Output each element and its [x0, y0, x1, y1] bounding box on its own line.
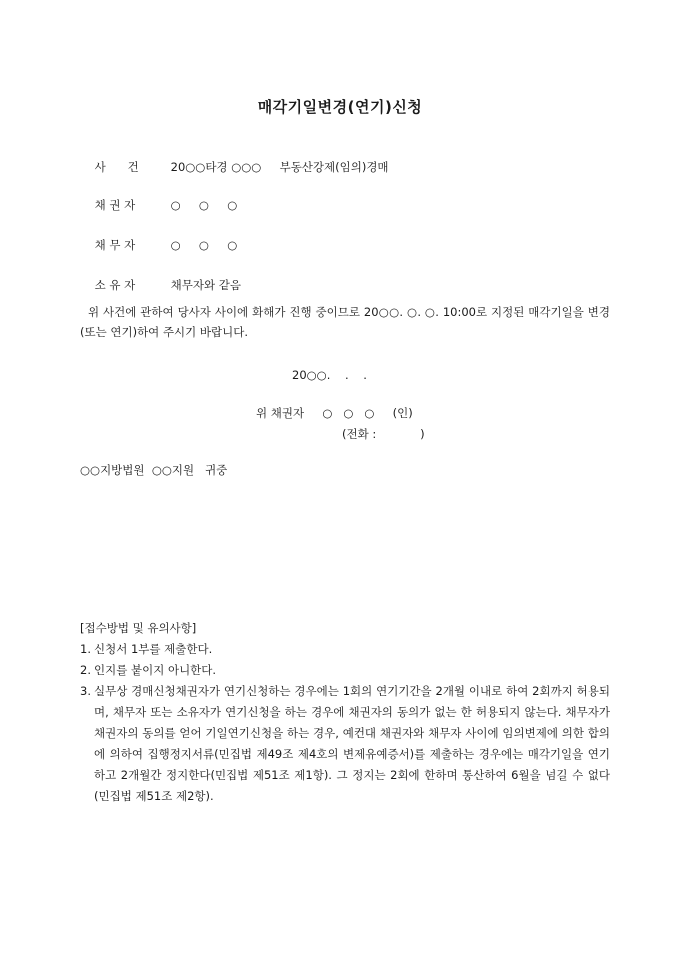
field-owner-value: 채무자와 같음 [170, 278, 241, 292]
list-item-number: 1. [80, 642, 91, 656]
field-case-value: 20○○타경 ○○○ 부동산강제(임의)경매 [170, 160, 389, 174]
notes-heading: [접수방법 및 유의사항] [80, 621, 197, 635]
field-owner-label: 소 유 자 [94, 278, 136, 292]
field-owner [80, 263, 241, 307]
field-debtor [80, 223, 237, 267]
request-body-text: 위 사건에 관하여 당사자 사이에 화해가 진행 중이므로 20○○. ○. ○. 10:00로 지정된 매각기일을 변경(또는 연기)하여 주시기 바랍니다. [80, 305, 610, 339]
date-line: 20○○. . . [292, 368, 367, 382]
notes-section [80, 618, 610, 807]
list-item-text: 실무상 경매신청채권자가 연기신청하는 경우에는 1회의 연기기간을 2개월 이내로 하여 2회까지 허용되며, 채무자 또는 소유자가 연기신청을 하는 경우에 채권자의 동의가 없는 한 허용되지 않는다. 채무자가 채권자의 동의를 얻어 기일연기신청을 하는 경우, 예컨대 채권자와 채무자 사이에 임의변제에 의한 합의에 의하여 집행정지서류(민집법 제49조 제4호의 변제유예증서)를 제출하는 경우에는 매각기일을 연기하고 2개월간 정지한다(민집법 제51조 제1항). 그 정지는 2회에 한하며 통산하여 6월을 넘길 수 없다(민집법 제51조 제2항). [94, 684, 610, 803]
field-creditor-value: ○ ○ ○ [170, 198, 238, 212]
list-item-number: 3. [80, 684, 91, 698]
phone-line: (전화 : ) [342, 427, 425, 441]
field-creditor [80, 183, 237, 227]
list-item [80, 639, 610, 660]
document-title: 매각기일변경(연기)신청 [257, 98, 423, 116]
list-item-number: 2. [80, 663, 91, 677]
field-case-label: 사 건 [94, 160, 139, 174]
signer-line: 위 채권자 ○ ○ ○ (인) [256, 406, 413, 420]
court-addressee: ○○지방법원 ○○지원 귀중 [80, 463, 228, 477]
list-item [80, 660, 610, 681]
field-creditor-label: 채 권 자 [94, 198, 136, 212]
list-item-text: 인지를 붙이지 아니한다. [94, 663, 217, 677]
list-item [80, 681, 610, 807]
list-item-text: 신청서 1부를 제출한다. [94, 642, 213, 656]
field-debtor-label: 채 무 자 [94, 238, 136, 252]
field-debtor-value: ○ ○ ○ [170, 238, 238, 252]
